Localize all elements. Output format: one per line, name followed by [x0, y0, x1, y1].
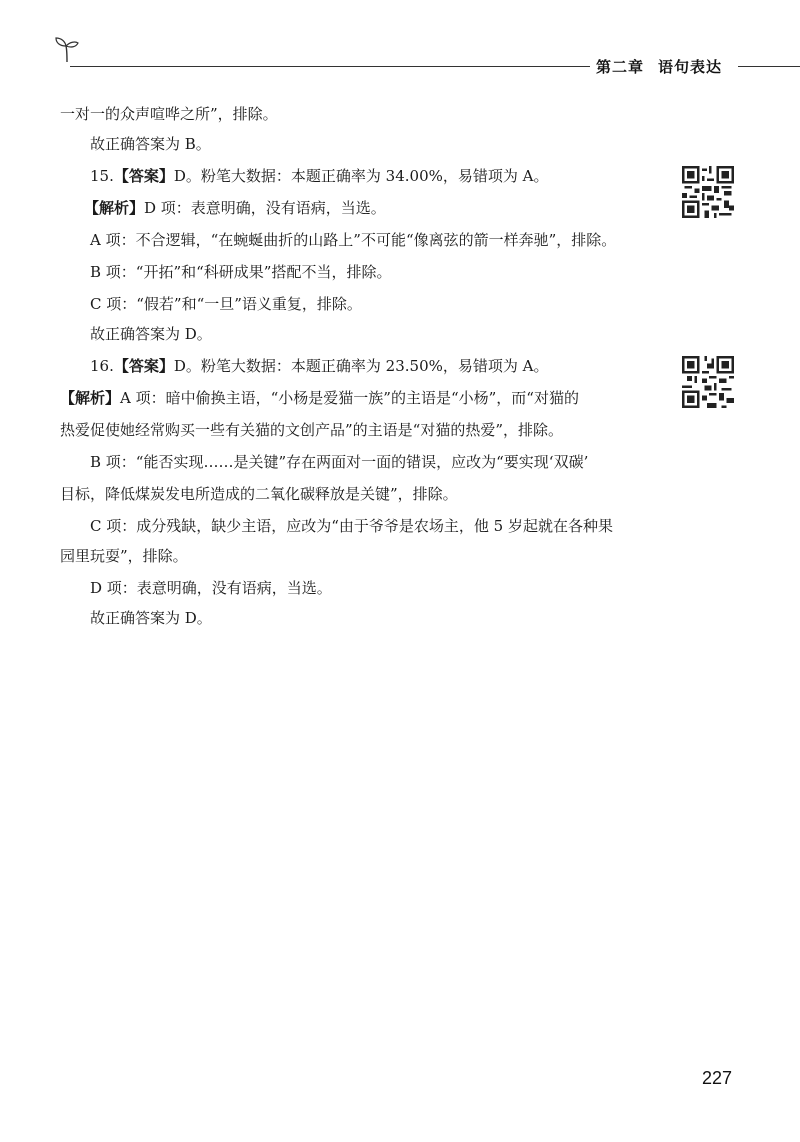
question-number: 16. [90, 357, 114, 375]
analysis-text: A 项：暗中偷换主语，“小杨是爱猫一族”的主语是“小杨”，而“对猫的 [120, 389, 579, 407]
analysis-text: D 项：表意明确，没有语病，当选。 [144, 199, 386, 217]
answer-label: 【答案】 [113, 167, 174, 185]
answer-text: D。粉笔大数据：本题正确率为 34.00%，易错项为 A。 [173, 167, 549, 185]
answer-line-16 [90, 356, 548, 376]
page-number: 227 [702, 1068, 733, 1088]
text-line: 园里玩耍”，排除。 [60, 547, 188, 565]
text-line: 热爱促使她经常购买一些有关猫的文创产品”的主语是“对猫的热爱”，排除。 [60, 421, 564, 439]
text-line: 故正确答案为 D。 [90, 325, 212, 343]
question-number: 15. [90, 167, 114, 185]
text-line: 目标，降低煤炭发电所造成的二氧化碳释放是关键”，排除。 [60, 485, 458, 503]
analysis-line-15 [84, 198, 386, 218]
answer-text: D。粉笔大数据：本题正确率为 23.50%，易错项为 A。 [173, 357, 549, 375]
text-line: 故正确答案为 B。 [90, 135, 211, 153]
answer-label: 【答案】 [113, 357, 174, 375]
qr-code-icon[interactable] [682, 166, 734, 218]
text-line: C 项：“假若”和“一旦”语义重复，排除。 [90, 295, 362, 313]
header-divider-right [738, 66, 800, 67]
text-line: A 项：不合逻辑，“在蜿蜒曲折的山路上”不可能“像离弦的箭一样奔驰”，排除。 [90, 231, 617, 249]
answer-line-15 [90, 166, 548, 186]
analysis-label: 【解析】 [84, 199, 145, 217]
chapter-heading [596, 56, 722, 77]
text-line: 一对一的众声喧哗之所”，排除。 [60, 105, 278, 123]
qr-code-icon[interactable] [682, 356, 734, 408]
chapter-number: 第二章 [596, 58, 645, 76]
analysis-line-16 [60, 388, 579, 408]
page-header [0, 0, 800, 80]
text-line: D 项：表意明确，没有语病，当选。 [90, 579, 332, 597]
chapter-title: 语句表达 [658, 58, 723, 76]
sprout-icon [54, 34, 80, 64]
text-line: C 项：成分残缺，缺少主语，应改为“由于爷爷是农场主，他 5 岁起就在各种果 [90, 517, 613, 535]
text-line: 故正确答案为 D。 [90, 609, 212, 627]
analysis-label: 【解析】 [60, 389, 121, 407]
text-line: B 项：“开拓”和“科研成果”搭配不当，排除。 [90, 263, 392, 281]
header-divider [70, 66, 590, 67]
text-line: B 项：“能否实现……是关键”存在两面对一面的错误，应改为“要实现‘双碳’ [90, 453, 589, 471]
